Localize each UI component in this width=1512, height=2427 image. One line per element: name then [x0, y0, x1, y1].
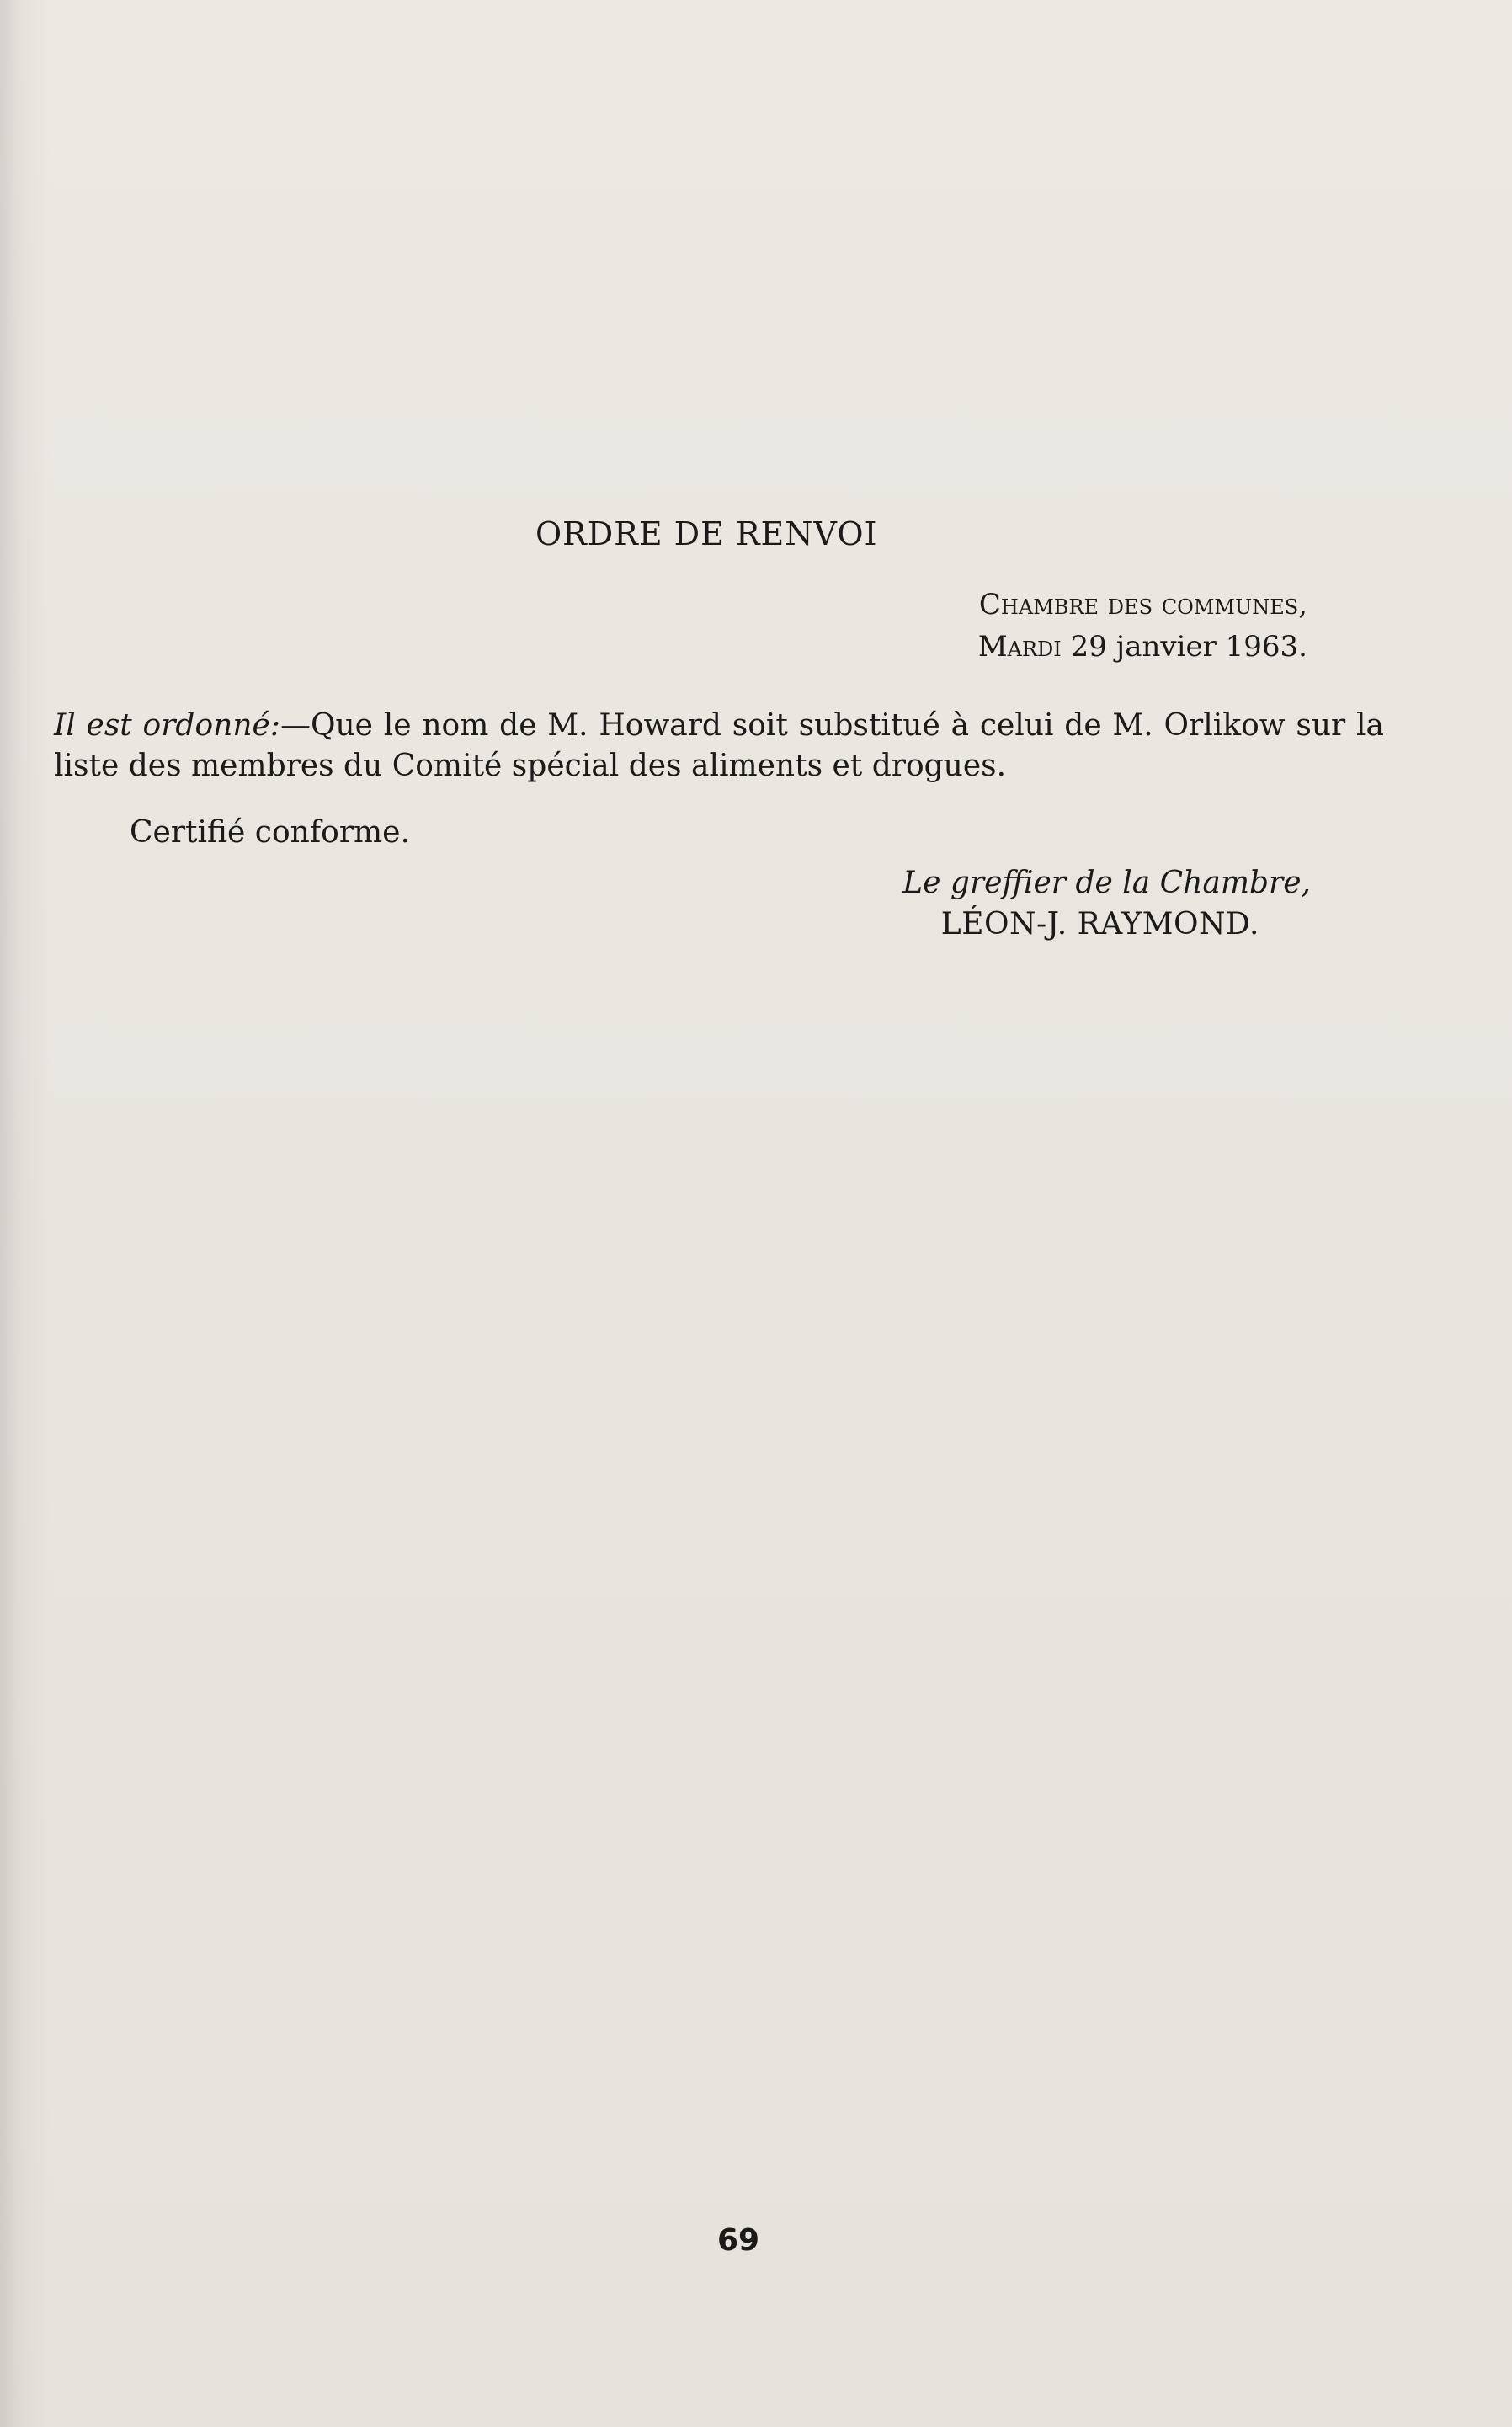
address-date [978, 630, 1307, 664]
order-paragraph [54, 706, 1384, 787]
certification-text: Certifié conforme. [130, 815, 410, 850]
clerk-title: Le greffier de la Chambre, [902, 866, 1311, 900]
address-chamber: Chambre des communes, [978, 588, 1307, 621]
address-date-text: 29 janvier 1963. [1070, 630, 1307, 664]
order-lead: Il est ordonné: [54, 708, 280, 743]
clerk-name: LÉON-J. RAYMOND. [940, 907, 1259, 941]
address-day: Mardi [977, 630, 1062, 664]
section-heading: ORDRE DE RENVOI [535, 515, 878, 552]
order-text: —Que le nom de M. Howard soit substitué à celui de M. Orlikow sur la liste des membres du Comité spécial des aliments et drogues. [54, 708, 1384, 783]
page-number: 69 [717, 2223, 760, 2258]
